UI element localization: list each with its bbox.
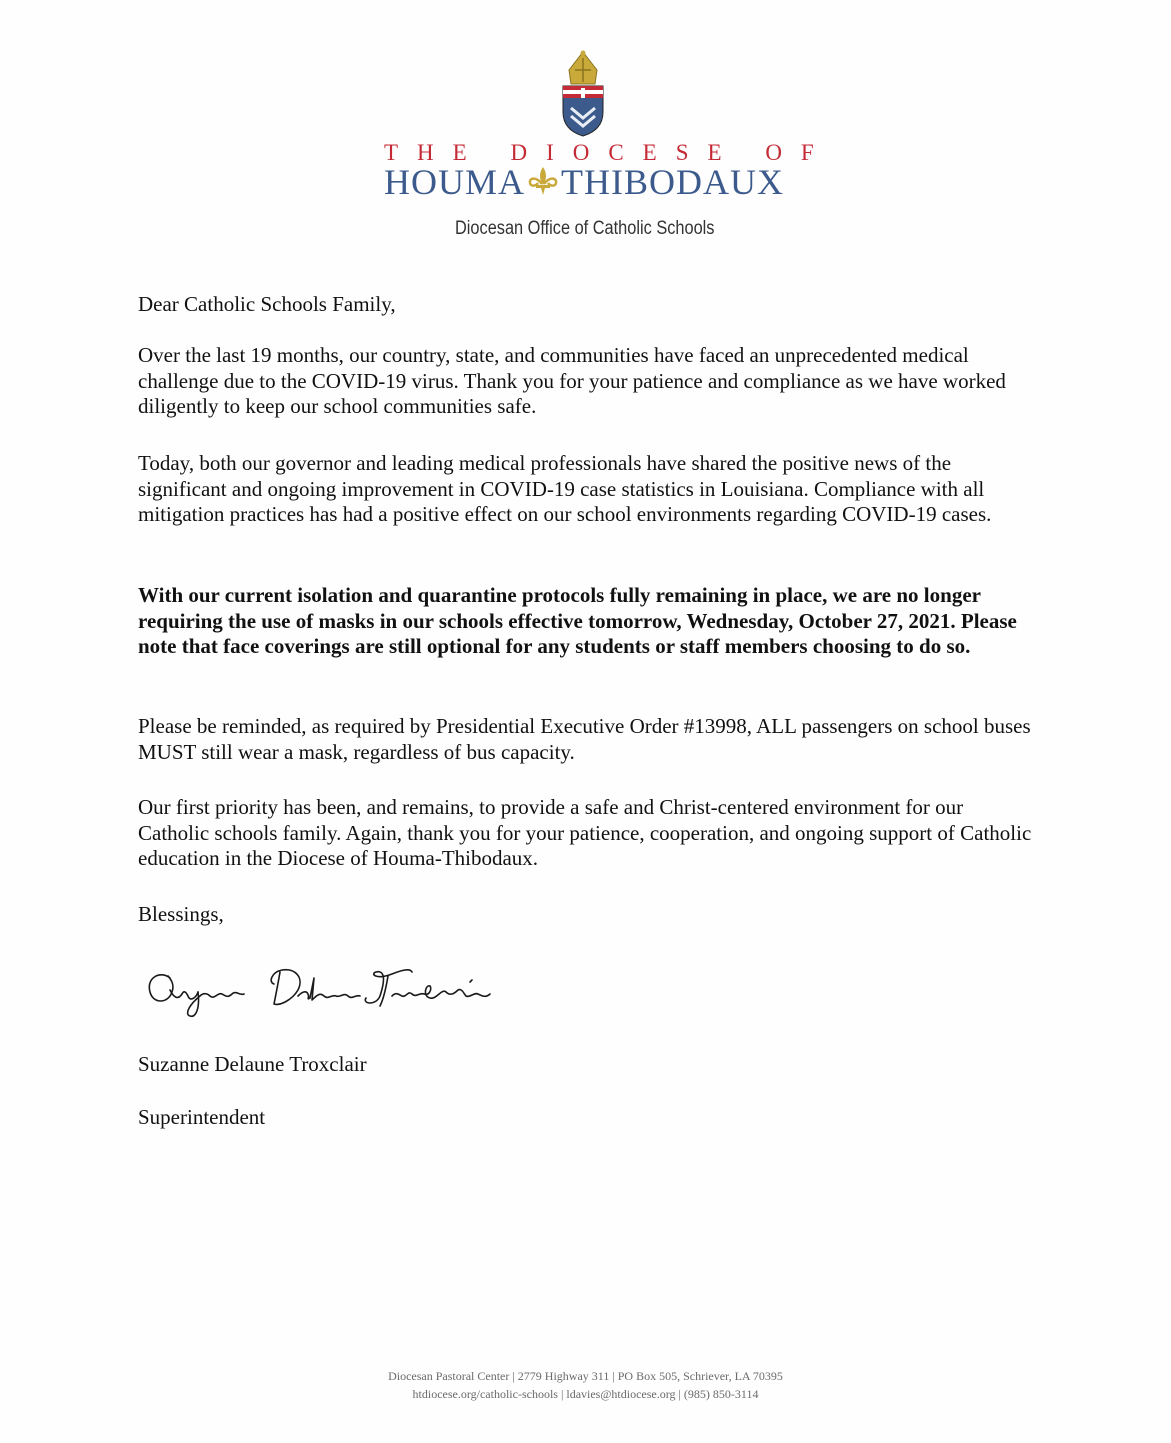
- salutation: Dear Catholic Schools Family,: [138, 292, 396, 316]
- letterhead-thibodaux: THIBODAUX: [561, 162, 784, 202]
- paragraph-2: Today, both our governor and leading medical professionals have shared the positive news of the significant and ongoing improvement in COVID-19 case statistics in Louisiana. Compliance with all mitigation practices has had a positive effect on our school environments regarding COVID-19 cases.: [138, 451, 992, 526]
- paragraph-1: Over the last 19 months, our country, state, and communities have faced an unprecedented medical challenge due to the COVID-19 virus. Thank you for your patience and compliance as we have worked diligently to keep our school communities safe.: [138, 343, 1006, 418]
- signer-title: Superintendent: [138, 1105, 266, 1129]
- letterhead-line1: THE DIOCESE OF: [384, 140, 833, 165]
- office-name: Diocesan Office of Catholic Schools: [455, 218, 715, 239]
- paragraph-5: Our first priority has been, and remains, to provide a safe and Christ-centered environment for our Catholic schools family. Again, thank you for your patience, cooperation, and ongoing support of Catholic education in the Diocese of Houma-Thibodaux.: [138, 795, 1032, 870]
- footer-contact: htdiocese.org/catholic-schools | ldavies@htdiocese.org | (985) 850-3114: [412, 1387, 759, 1401]
- letterhead-houma: HOUMA: [384, 162, 526, 202]
- signer-name: Suzanne Delaune Troxclair: [138, 1052, 367, 1076]
- paragraph-4: Please be reminded, as required by Presidential Executive Order #13998, ALL passengers on school buses MUST still wear a mask, regardless of bus capacity.: [138, 714, 1031, 764]
- diocesan-coat-of-arms-icon: [553, 50, 613, 138]
- handwritten-signature: [140, 948, 520, 1023]
- paragraph-3-bold: With our current isolation and quarantine protocols fully remaining in place, we are no longer requiring the use of masks in our schools effective tomorrow, Wednesday, October 27, 2021. Please note that face coverings are still optional for any students or staff members choosing to do so.: [138, 583, 1017, 658]
- footer-address: Diocesan Pastoral Center | 2779 Highway 311 | PO Box 505, Schriever, LA 70395: [388, 1369, 783, 1383]
- closing: Blessings,: [138, 902, 224, 926]
- fleur-de-lis-icon: [526, 164, 560, 198]
- letterhead-line2: [384, 162, 794, 202]
